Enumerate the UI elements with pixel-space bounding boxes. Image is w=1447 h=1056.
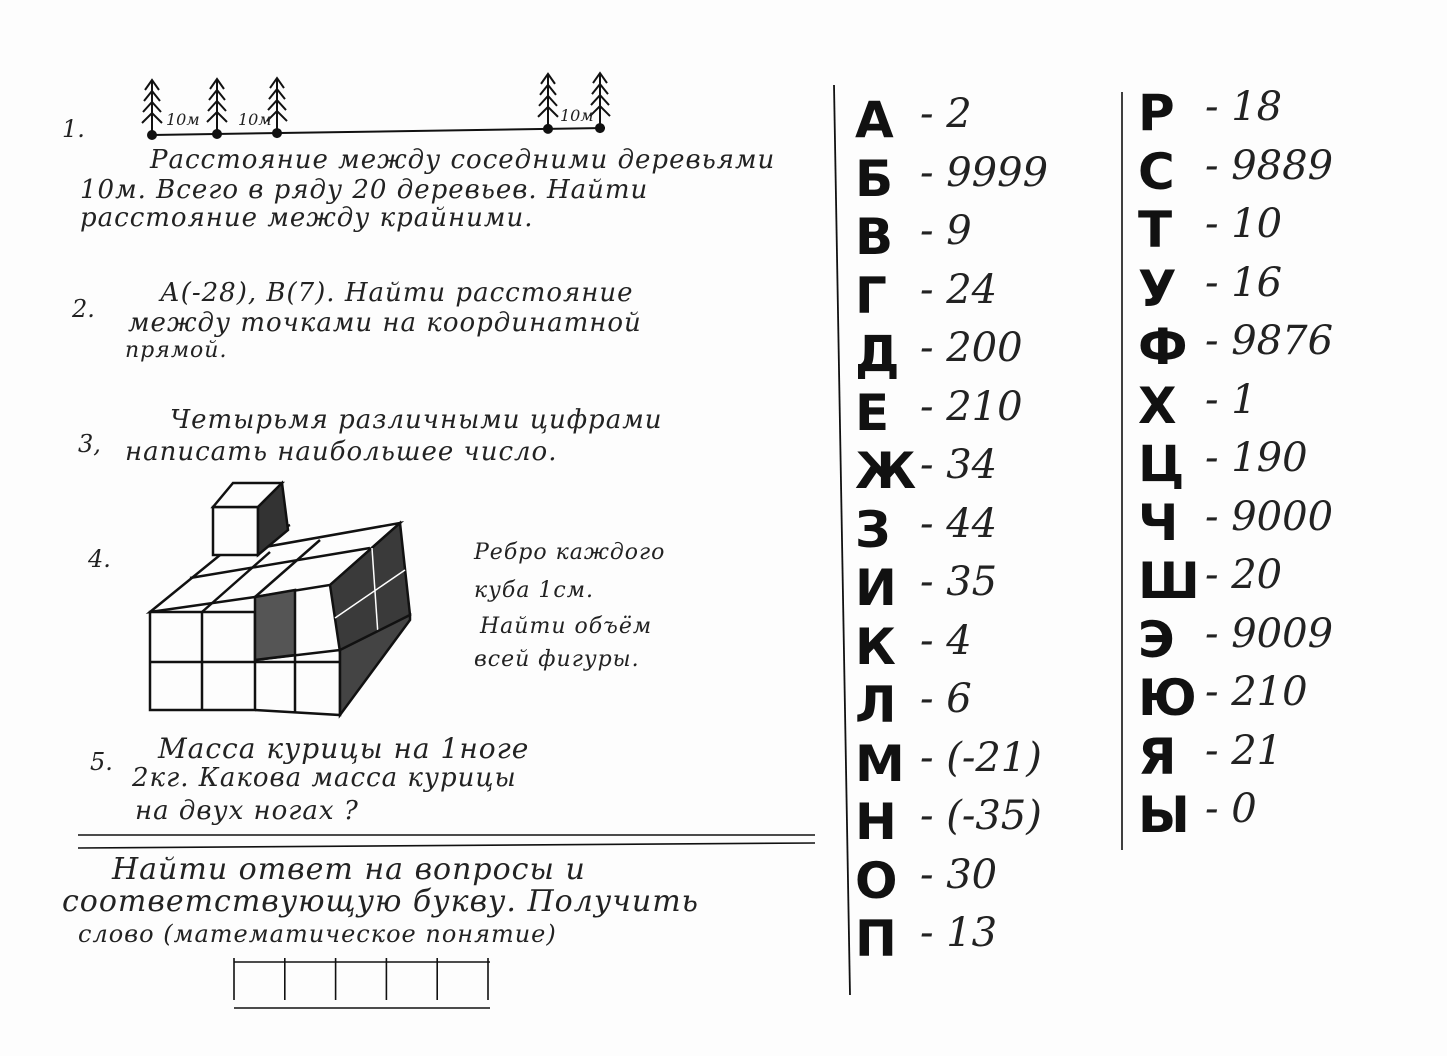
task-1-text-line: расстояние между крайними. (80, 203, 534, 233)
key-value: - 210 (920, 383, 1023, 430)
key-letter: Л (855, 676, 897, 734)
tree-icon (207, 79, 227, 138)
task-5-text-line: Масса курицы на 1ноге (158, 732, 530, 765)
instructions-line: слово (математическое понятие) (78, 920, 557, 948)
task-5-text-line: на двух ногах ? (135, 796, 359, 826)
key-letter: Т (1138, 201, 1173, 259)
key-letter: Я (1138, 727, 1177, 786)
key-letter: З (855, 500, 891, 559)
key-value: - 18 (1205, 84, 1283, 130)
key-value: - 210 (1205, 669, 1308, 715)
key-value: - 9 (920, 208, 972, 254)
key-value: - 9999 (920, 149, 1049, 196)
tree-icon (142, 80, 162, 139)
key-letter: А (855, 91, 894, 149)
task-2-number: 2. (72, 295, 95, 323)
key-letter: В (855, 208, 894, 266)
task-4-text-line: Найти объём (480, 614, 653, 639)
key-value: - 16 (1205, 259, 1283, 306)
key-letter: П (855, 910, 897, 968)
tree-gap-label: 10м (238, 110, 272, 129)
key-value: - 9876 (1205, 318, 1334, 364)
key-letter: Ц (1138, 435, 1185, 493)
key-letter: Ч (1138, 493, 1179, 552)
key-letter: Э (1138, 610, 1175, 669)
task-5-number: 5. (90, 748, 113, 776)
key-value: - 200 (920, 325, 1023, 371)
key-value: - 0 (1205, 786, 1257, 832)
task-3-number: 3, (78, 430, 101, 458)
key-letter: Х (1138, 376, 1177, 435)
key-value: - 9889 (1205, 142, 1334, 189)
key-separator-left (834, 85, 850, 995)
key-value: - 4 (920, 617, 972, 664)
task-4-text-line: всей фигуры. (474, 647, 640, 672)
key-letter: И (855, 559, 897, 617)
key-value: - 34 (920, 442, 998, 488)
answer-grid (234, 958, 490, 1008)
task-3-text-line: написать наибольшее число. (125, 437, 558, 467)
tree-gap-label: 10м (166, 110, 200, 129)
key-letter: С (1138, 142, 1175, 201)
key-letter: Р (1138, 84, 1175, 142)
cube-figure (150, 483, 410, 715)
key-letter: М (855, 734, 905, 793)
key-value: - 30 (920, 851, 998, 898)
task-1-number: 1. (62, 115, 85, 143)
key-letter: Б (855, 149, 894, 208)
key-value: - 20 (1205, 552, 1283, 598)
key-value: - 6 (920, 676, 972, 722)
instructions-line: Найти ответ на вопросы и (112, 852, 586, 887)
key-value: - 9000 (1205, 493, 1334, 540)
task-1-text-line: 10м. Всего в ряду 20 деревьев. Найти (80, 175, 649, 205)
key-letter: Д (855, 325, 900, 383)
tree-row-diagram (142, 73, 610, 139)
key-letter: Ш (1138, 552, 1200, 610)
key-letter: У (1138, 259, 1177, 318)
key-value: - 13 (920, 910, 998, 956)
task-4-text-line: куба 1см. (474, 578, 594, 603)
key-value: - (-35) (920, 793, 1042, 839)
key-letter: Г (855, 266, 887, 325)
key-value: - 10 (1205, 201, 1283, 247)
instructions-line: соответствующую букву. Получить (62, 884, 699, 919)
task-4-text-line: Ребро каждого (474, 540, 666, 565)
task-2-text-line: прямой. (125, 338, 228, 363)
key-value: - 44 (920, 500, 998, 547)
task-2-text-line: между точками на координатной (128, 308, 642, 338)
key-letter: О (855, 851, 898, 910)
key-value: - 21 (1205, 727, 1283, 774)
key-value: - (-21) (920, 734, 1042, 781)
key-value: - 9009 (1205, 610, 1334, 657)
tree-gap-label: 10м (560, 106, 594, 125)
key-value: - 24 (920, 266, 998, 313)
task-2-text-line: А(-28), В(7). Найти расстояние (160, 278, 634, 308)
key-value: - 190 (1205, 435, 1308, 481)
task-4-number: 4. (88, 545, 111, 573)
key-letter: Ю (1138, 669, 1197, 727)
key-letter: Ы (1138, 786, 1190, 844)
key-letter: Ф (1138, 318, 1188, 376)
task-3-text-line: Четырьмя различными цифрами (170, 405, 663, 435)
key-value: - 2 (920, 91, 972, 137)
key-value: - 1 (1205, 376, 1257, 423)
key-letter: Е (855, 383, 890, 442)
key-letter: Н (855, 793, 897, 851)
key-value: - 35 (920, 559, 998, 605)
task-5-text-line: 2кг. Какова масса курицы (132, 763, 517, 793)
key-letter: К (855, 617, 896, 676)
tree-icon (538, 74, 558, 133)
task-1-text-line: Расстояние между соседними деревьями (150, 145, 776, 175)
key-letter: Ж (855, 442, 917, 500)
